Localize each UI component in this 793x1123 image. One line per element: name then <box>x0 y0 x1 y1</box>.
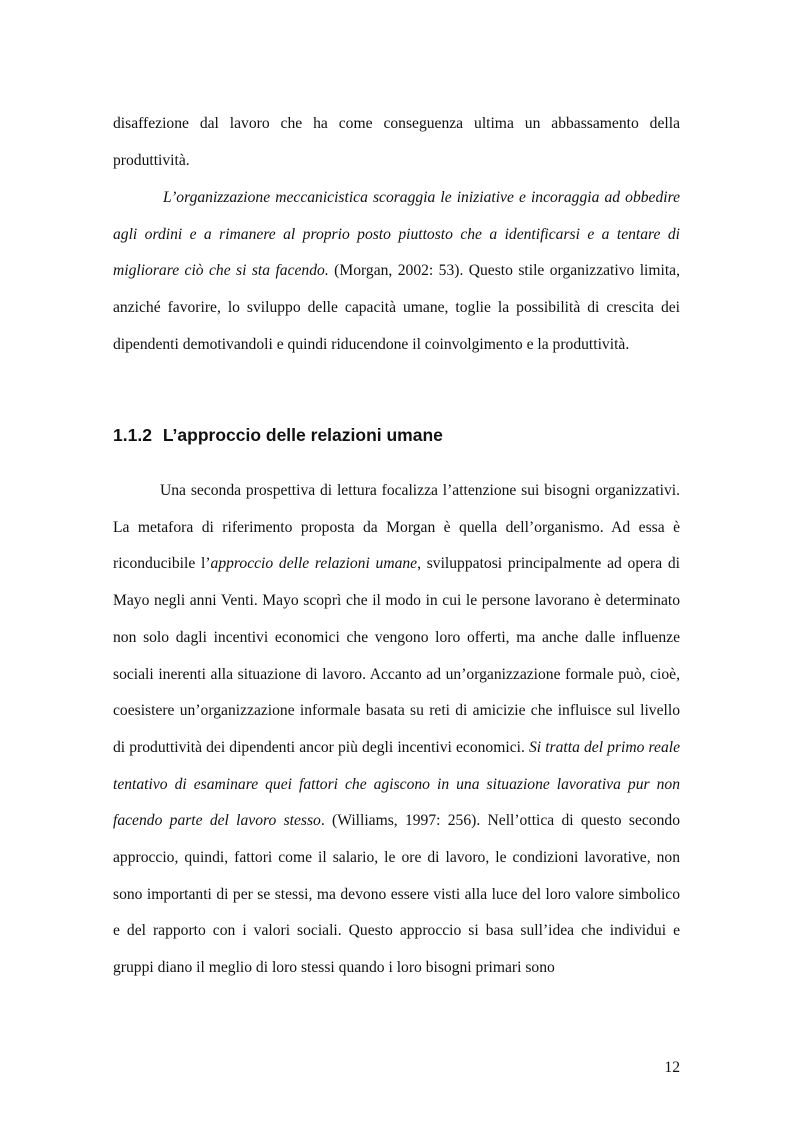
page-number: 12 <box>664 1059 680 1076</box>
paragraph-human-relations <box>113 473 680 987</box>
quote-text: L’organizzazione meccanicistica scoraggia le iniziative e incoraggia ad obbedire agli ordini e a rimanere al proprio posto piuttosto che a identificarsi e a tentare di migliorare ciò che si sta facendo. <box>113 189 680 280</box>
paragraph-text: . (Williams, 1997: 256). Nell’ottica di questo secondo approccio, quindi, fattori come il salario, le ore di lavoro, le condizioni lavorative, non sono importanti di per se stessi, ma devono essere visti alla luce del loro valore simbolico e del rapporto con i valori sociali. Questo approccio si basa sull’idea che individui e gruppi diano il meglio di loro stessi quando i loro bisogni primari sono <box>113 812 680 977</box>
quote-text: Si tratta del primo reale tentativo di esaminare quei fattori che agiscono in una situazione lavorativa pur non facendo parte del lavoro stesso <box>113 738 680 830</box>
paragraph-continuation <box>113 106 680 179</box>
paragraph-text: (Morgan, 2002: 53). Questo stile organizzativo limita, anziché favorire, lo sviluppo delle capacità umane, toglie la possibilità di crescita dei dipendenti demotivandoli e quindi riducendone il coinvolgimento e la produttività. <box>113 262 681 353</box>
paragraph-morgan-quote <box>113 180 680 364</box>
emphasis-text: approccio delle relazioni umane <box>210 555 418 573</box>
paragraph-text: disaffezione dal lavoro che ha come conseguenza ultima un abbassamento della produttività. <box>113 115 680 169</box>
section-title: L’approccio delle relazioni umane <box>162 425 443 445</box>
paragraph-text: , sviluppatosi principalmente ad opera di Mayo negli anni Venti. Mayo scoprì che il modo in cui le persone lavorano è determinato non solo dagli incentivi economici che vengono loro offerti, ma anche dalle influenze sociali inerenti alla situazione di lavoro. Accanto ad un’organizzazione formale può, cioè, coesistere un’organizzazione informale basata su reti di amicizie che influisce sul livello di produttività dei dipendenti ancor più degli incentivi economici. <box>113 555 681 756</box>
paragraph-text: Una seconda prospettiva di lettura focalizza l’attenzione sui bisogni organizzativi. La metafora di riferimento proposta da Morgan è quella dell’organismo. Ad essa è riconducibile l’ <box>113 482 680 573</box>
section-number: 1.1.2 <box>113 425 152 445</box>
section-heading <box>113 423 680 447</box>
